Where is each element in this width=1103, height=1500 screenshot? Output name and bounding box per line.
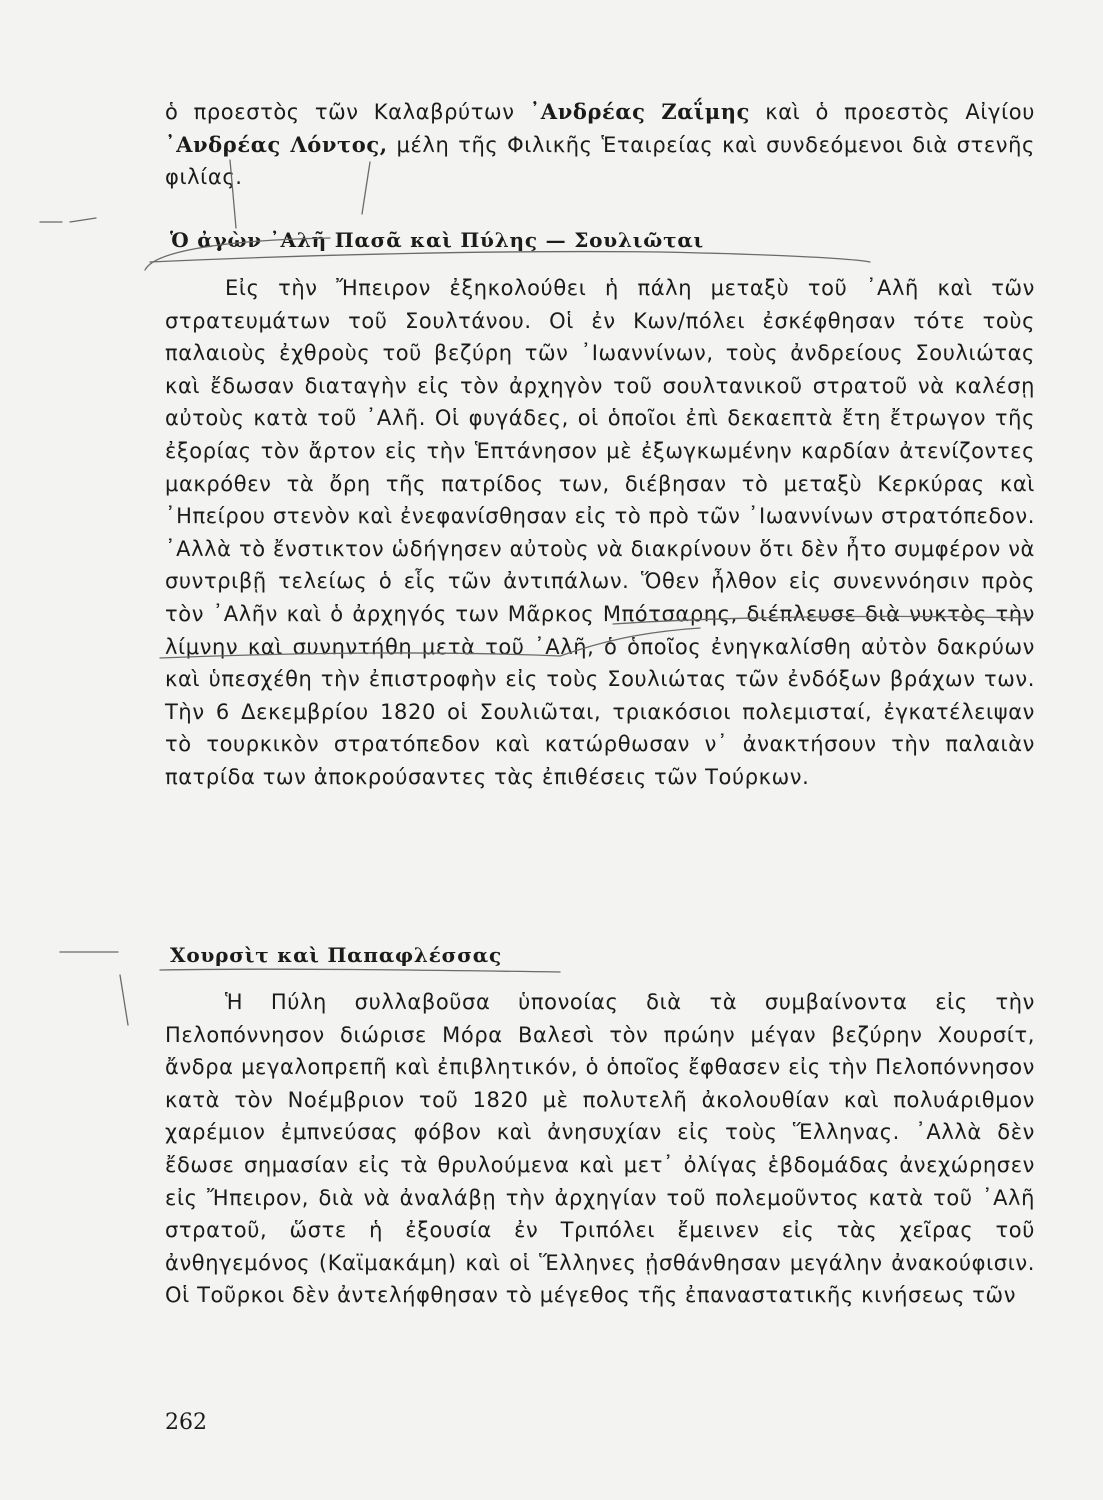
paragraph-intro: [165, 96, 1035, 194]
paragraph-intro-mid: καὶ ὁ προεστὸς Αἰγίου: [750, 100, 1035, 124]
paragraph-souliotes: Εἰς τὴν Ἤπειρον ἐξηκολούθει ἡ πάλη μεταξὺ τοῦ ᾿Αλῆ καὶ τῶν στρατευμάτων τοῦ Σουλτάνου. Οἱ ἐν Κων/πόλει ἐσκέφθησαν τότε τοὺς παλαιοὺς ἐχθροὺς τοῦ βεζύρη τῶν ᾿Ιωαννίνων, τοὺς ἀνδρείους Σουλιώτας καὶ ἔδωσαν διαταγὴν εἰς τὸν ἀρχηγὸν τοῦ σουλτανικοῦ στρατοῦ νὰ καλέσῃ αὐτοὺς κατὰ τοῦ ᾿Αλῆ. Οἱ φυγάδες, οἱ ὁποῖοι ἐπὶ δεκαεπτὰ ἔτη ἔτρωγον τῆς ἐξορίας τὸν ἄρτον εἰς τὴν Ἑπτάνησον μὲ ἐξωγκωμένην καρδίαν ἀτενίζοντες μακρόθεν τὰ ὄρη τῆς πατρίδος των, διέβησαν τὸ μεταξὺ Κερκύρας καὶ ᾿Ηπείρου στενὸν καὶ ἐνεφανίσθησαν εἰς τὸ πρὸ τῶν ᾿Ιωαννίνων στρατόπεδον. ᾿Αλλὰ τὸ ἔνστικτον ὡδήγησεν αὐτοὺς νὰ διακρίνουν ὅτι δὲν ἦτο συμφέρον νὰ συντριβῇ τελείως ὁ εἷς τῶν ἀντιπάλων. Ὅθεν ἦλθον εἰς συνεννόησιν πρὸς τὸν ᾿Αλῆν καὶ ὁ ἀρχηγός των Μᾶρκος Μπότσαρης, διέπλευσε διὰ νυκτὸς τὴν λίμνην καὶ συνηντήθη μετὰ τοῦ ᾿Αλῆ, ὁ ὁποῖος ἐνηγκαλίσθη αὐτὸν δακρύων καὶ ὑπεσχέθη τὴν ἐπιστροφὴν εἰς τοὺς Σουλιώτας τῶν ἐνδόξων βράχων των. Τὴν 6 Δεκεμβρίου 1820 οἱ Σουλιῶται, τριακόσιοι πολεμισταί, ἐγκατέλειψαν τὸ τουρκικὸν στρατόπεδον καὶ κατώρθωσαν ν᾿ ἀνακτήσουν τὴν παλαιὰν πατρίδα των ἀποκρούσαντες τὰς ἐπιθέσεις τῶν Τούρκων.: [165, 276, 1035, 789]
name-zaimis: ᾿Ανδρέας Ζαΐμης: [529, 99, 751, 124]
paragraph-intro-text: ὁ προεστὸς τῶν Καλαβρύτων: [165, 100, 530, 124]
margin-tick-1: [120, 975, 128, 1025]
page-number: 262: [165, 1410, 207, 1435]
section-heading-ali-pasha: Ὁ ἀγὼν ᾿Αλῆ Πασᾶ καὶ Πύλης — Σουλιῶται: [170, 228, 705, 252]
margin-dash-1: [40, 218, 96, 222]
section-heading-hursit: Χουρσὶτ καὶ Παπαφλέσσας: [170, 943, 502, 967]
heading-underline-2: [160, 969, 560, 972]
paragraph-hursit: Ἡ Πύλη συλλαβοῦσα ὑπονοίας διὰ τὰ συμβαίνοντα εἰς τὴν Πελοπόννησον διώρισε Μόρα Βαλεσὶ τὸν πρώην μέγαν βεζύρην Χουρσίτ, ἄνδρα μεγαλοπρεπῆ καὶ ἐπιβλητικόν, ὁ ὁποῖος ἔφθασεν εἰς τὴν Πελοπόννησον κατὰ τὸν Νοέμβριον τοῦ 1820 μὲ πολυτελῆ ἀκολουθίαν καὶ πολυάριθμον χαρέμιον ἐμπνεύσας φόβον καὶ ἀνησυχίαν εἰς τοὺς Ἕλληνας. ᾿Αλλὰ δὲν ἔδωσε σημασίαν εἰς τὰ θρυλούμενα καὶ μετ᾿ ὀλίγας ἑβδομάδας ἀνεχώρησεν εἰς Ἤπειρον, διὰ νὰ ἀναλάβῃ τὴν ἀρχηγίαν τοῦ πολεμοῦντος κατὰ τοῦ ᾿Αλῆ στρατοῦ, ὥστε ἡ ἐξουσία ἐν Τριπόλει ἔμεινεν εἰς τὰς χεῖρας τοῦ ἀνθηγεμόνος (Καϊμακάμη) καὶ οἱ Ἕλληνες ᾐσθάνθησαν μεγάλην ἀνακούφισιν. Οἱ Τοῦρκοι δὲν ἀντελήφθησαν τὸ μέγεθος τῆς ἐπαναστατικῆς κινήσεως τῶν: [165, 990, 1035, 1308]
name-londos: ᾿Ανδρέας Λόντος,: [165, 131, 388, 157]
heading-underline-1: [150, 252, 870, 262]
paragraph-intro-end: μέλη τῆς Φιλικῆς Ἑταιρείας καὶ συνδεόμενοι διὰ στενῆς φιλίας.: [165, 132, 1035, 190]
